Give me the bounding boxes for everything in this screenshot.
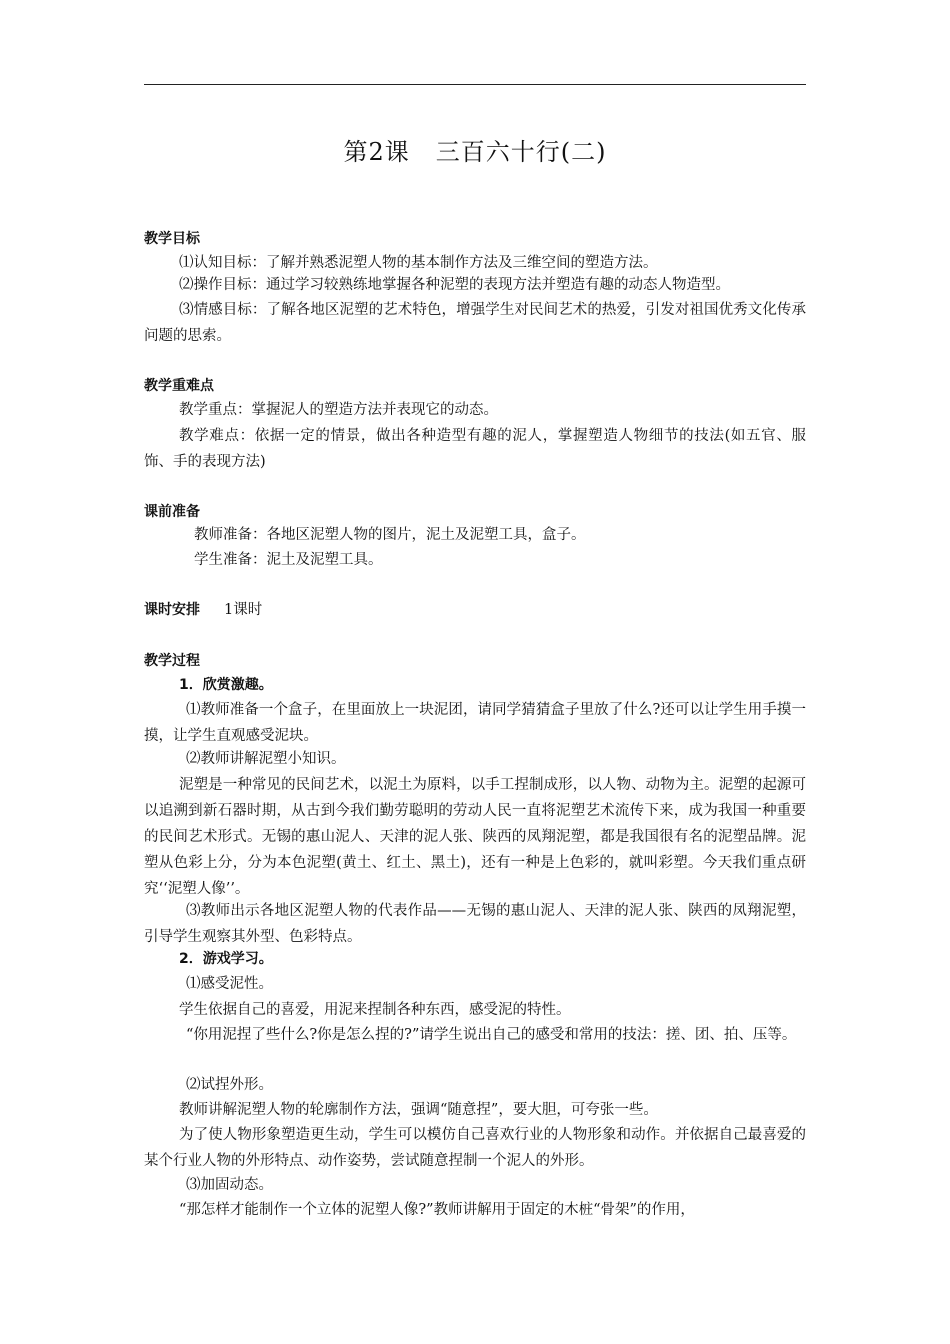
step2-b3: 为了使人物形象塑造更生动，学生可以模仿自己喜欢行业的人物形象和动作。并依据自己最喜爱的某个行业人物的外形特点、动作姿势，尝试随意捏制一个泥人的外形。: [144, 1127, 806, 1169]
key-point: 教学重点：掌握泥人的塑造方法并表现它的动态。: [179, 402, 498, 418]
page-title: [0, 132, 950, 167]
teacher-preparation: 教师准备：各地区泥塑人物的图片，泥土及泥塑工具，盒子。: [194, 527, 586, 543]
step2-a2: 学生依据自己的喜爱，用泥来捏制各种东西，感受泥的特性。: [179, 1002, 571, 1018]
step1-paragraph-2: ⑵教师讲解泥塑小知识。: [186, 751, 346, 767]
step2-b2: 教师讲解泥塑人物的轮廓制作方法，强调“随意捏”，要大胆，可夸张一些。: [179, 1102, 658, 1118]
schedule-value: 1课时: [224, 602, 263, 618]
difficult-point: 教学难点：依据一定的情景，做出各种造型有趣的泥人，掌握塑造人物细节的技法(如五官、服饰、手的表现方法): [144, 428, 806, 470]
step2-b1: ⑵试捏外形。: [186, 1077, 273, 1093]
objective-cognitive: ⑴认知目标：了解并熟悉泥塑人物的基本制作方法及三维空间的塑造方法。: [179, 255, 658, 271]
schedule-row: [144, 597, 806, 623]
step2-c2: “那怎样才能制作一个立体的泥塑人像?”教师讲解用于固定的木桩“骨架”的作用，: [179, 1202, 695, 1218]
step1-title: 1．欣赏激趣。: [179, 677, 273, 693]
step1-paragraph-4: ⑶教师出示各地区泥塑人物的代表作品——无锡的惠山泥人、天津的泥人张、陕西的凤翔泥塑，引导学生观察其外型、色彩特点。: [144, 903, 806, 945]
student-preparation: 学生准备：泥土及泥塑工具。: [194, 552, 383, 568]
objectives-heading: 教学目标: [144, 231, 200, 247]
step2-c1: ⑶加固动态。: [186, 1177, 273, 1193]
schedule-heading: 课时安排: [144, 602, 200, 618]
objective-emotion: ⑶情感目标：了解各地区泥塑的艺术特色，增强学生对民间艺术的热爱，引发对祖国优秀文化传承问题的思索。: [144, 302, 806, 344]
step2-a3: “你用泥捏了些什么?你是怎么捏的?”请学生说出自己的感受和常用的技法：搓、团、拍、压等。: [186, 1027, 797, 1043]
keypoints-heading: 教学重难点: [144, 378, 214, 394]
step1-paragraph-1: ⑴教师准备一个盒子，在里面放上一块泥团，请同学猜猜盒子里放了什么?还可以让学生用手摸一摸，让学生直观感受泥块。: [144, 702, 806, 744]
preparation-heading: 课前准备: [144, 504, 200, 520]
lesson-number: 第2课: [343, 138, 410, 166]
process-heading: 教学过程: [144, 653, 200, 669]
lesson-name: 三百六十行(二): [435, 138, 607, 166]
header-rule: [144, 84, 806, 85]
step2-a1: ⑴感受泥性。: [186, 976, 273, 992]
step1-paragraph-3: 泥塑是一种常见的民间艺术，以泥土为原料，以手工捏制成形，以人物、动物为主。泥塑的起源可以追溯到新石器时期，从古到今我们勤劳聪明的劳动人民一直将泥塑艺术流传下来，成为我国一种重要的民间艺术形式。无锡的惠山泥人、天津的泥人张、陕西的凤翔泥塑，都是我国很有名的泥塑品牌。泥塑从色彩上分，分为本色泥塑(黄土、红土、黑土)，还有一种是上色彩的，就叫彩塑。今天我们重点研究‘‘泥塑人像’’。: [144, 777, 806, 897]
objective-operation: ⑵操作目标：通过学习较熟练地掌握各种泥塑的表现方法并塑造有趣的动态人物造型。: [179, 277, 730, 293]
step2-title: 2．游戏学习。: [179, 951, 273, 967]
